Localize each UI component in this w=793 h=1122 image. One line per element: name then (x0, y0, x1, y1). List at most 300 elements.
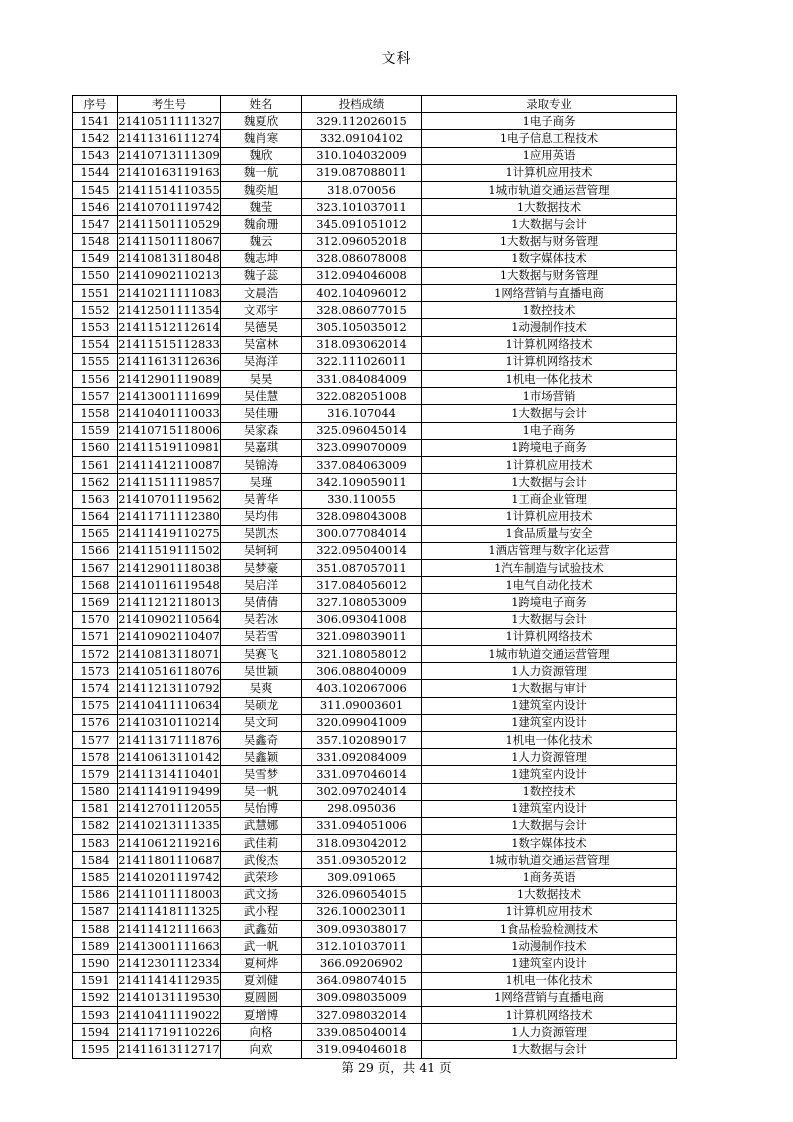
cell-seq: 1551 (73, 285, 118, 302)
cell-major: 1大数据技术 (422, 199, 677, 216)
cell-major: 1机电一体化技术 (422, 972, 677, 989)
cell-exam-id: 21411501118067 (118, 233, 221, 250)
cell-score: 321.098039011 (302, 628, 422, 645)
cell-score: 331.094051006 (302, 817, 422, 834)
cell-major: 1计算机网络技术 (422, 353, 677, 370)
cell-seq: 1566 (73, 542, 118, 559)
cell-major: 1计算机网络技术 (422, 1006, 677, 1023)
cell-major: 1城市轨道交通运营管理 (422, 646, 677, 663)
table-row (73, 285, 677, 302)
header-seq: 序号 (73, 96, 118, 113)
table-row (73, 594, 677, 611)
cell-major: 1电子商务 (422, 113, 677, 130)
cell-name: 吴倩倩 (221, 594, 302, 611)
cell-exam-id: 21411515112833 (118, 336, 221, 353)
cell-score: 327.098032014 (302, 1006, 422, 1023)
cell-name: 魏一航 (221, 164, 302, 181)
cell-major: 1动漫制作技术 (422, 319, 677, 336)
table-row (73, 903, 677, 920)
cell-major: 1建筑室内设计 (422, 766, 677, 783)
cell-seq: 1561 (73, 456, 118, 473)
cell-score: 328.086077015 (302, 302, 422, 319)
cell-seq: 1562 (73, 474, 118, 491)
cell-exam-id: 21410211111083 (118, 285, 221, 302)
cell-score: 318.093042012 (302, 835, 422, 852)
cell-seq: 1567 (73, 560, 118, 577)
table-row (73, 646, 677, 663)
cell-name: 夏柯烨 (221, 955, 302, 972)
cell-exam-id: 21411511119857 (118, 474, 221, 491)
table-row (73, 663, 677, 680)
table-row (73, 199, 677, 216)
cell-score: 366.09206902 (302, 955, 422, 972)
cell-seq: 1577 (73, 731, 118, 748)
cell-major: 1电子信息工程技术 (422, 130, 677, 147)
cell-major: 1计算机应用技术 (422, 164, 677, 181)
table-row (73, 181, 677, 198)
cell-score: 317.084056012 (302, 577, 422, 594)
table-row (73, 302, 677, 319)
cell-name: 武小程 (221, 903, 302, 920)
cell-exam-id: 21410201119742 (118, 869, 221, 886)
cell-score: 330.110055 (302, 491, 422, 508)
cell-major: 1网络营销与直播电商 (422, 989, 677, 1006)
cell-exam-id: 21411801110687 (118, 852, 221, 869)
cell-seq: 1595 (73, 1041, 118, 1058)
cell-exam-id: 21411412111663 (118, 921, 221, 938)
table-row (73, 353, 677, 370)
cell-exam-id: 21410713111309 (118, 147, 221, 164)
cell-major: 1城市轨道交通运营管理 (422, 181, 677, 198)
cell-major: 1动漫制作技术 (422, 938, 677, 955)
cell-score: 331.097046014 (302, 766, 422, 783)
cell-major: 1计算机应用技术 (422, 508, 677, 525)
cell-score: 322.095040014 (302, 542, 422, 559)
cell-major: 1人力资源管理 (422, 663, 677, 680)
cell-major: 1人力资源管理 (422, 749, 677, 766)
cell-name: 夏圆圆 (221, 989, 302, 1006)
cell-name: 魏志坤 (221, 250, 302, 267)
cell-major: 1数控技术 (422, 783, 677, 800)
cell-seq: 1545 (73, 181, 118, 198)
cell-name: 武鑫茹 (221, 921, 302, 938)
table-row (73, 1006, 677, 1023)
table-row (73, 388, 677, 405)
table-row (73, 731, 677, 748)
cell-major: 1计算机网络技术 (422, 336, 677, 353)
cell-name: 吴菁华 (221, 491, 302, 508)
cell-seq: 1541 (73, 113, 118, 130)
cell-seq: 1591 (73, 972, 118, 989)
cell-seq: 1584 (73, 852, 118, 869)
cell-name: 吴鑫奇 (221, 731, 302, 748)
cell-score: 300.077084014 (302, 525, 422, 542)
cell-exam-id: 21410701119562 (118, 491, 221, 508)
header-score: 投档成绩 (302, 96, 422, 113)
cell-seq: 1568 (73, 577, 118, 594)
cell-exam-id: 21411514110355 (118, 181, 221, 198)
cell-major: 1跨境电子商务 (422, 439, 677, 456)
table-row (73, 456, 677, 473)
table-row (73, 439, 677, 456)
cell-name: 武文扬 (221, 886, 302, 903)
table-row (73, 766, 677, 783)
cell-score: 331.084084009 (302, 371, 422, 388)
cell-name: 魏俞珊 (221, 216, 302, 233)
cell-major: 1应用英语 (422, 147, 677, 164)
cell-seq: 1552 (73, 302, 118, 319)
cell-major: 1食品质量与安全 (422, 525, 677, 542)
cell-exam-id: 21411501110529 (118, 216, 221, 233)
cell-seq: 1589 (73, 938, 118, 955)
cell-name: 魏莹 (221, 199, 302, 216)
page-title: 文科 (381, 51, 412, 67)
cell-major: 1食品检验检测技术 (422, 921, 677, 938)
table-row (73, 1024, 677, 1041)
cell-score: 311.09003601 (302, 697, 422, 714)
cell-score: 323.099070009 (302, 439, 422, 456)
table-row (73, 800, 677, 817)
cell-seq: 1592 (73, 989, 118, 1006)
cell-score: 326.100023011 (302, 903, 422, 920)
cell-name: 吴轲轲 (221, 542, 302, 559)
cell-seq: 1572 (73, 646, 118, 663)
table-row (73, 233, 677, 250)
table-row (73, 250, 677, 267)
cell-seq: 1582 (73, 817, 118, 834)
cell-seq: 1575 (73, 697, 118, 714)
cell-major: 1电气自动化技术 (422, 577, 677, 594)
table-row (73, 491, 677, 508)
cell-seq: 1560 (73, 439, 118, 456)
header-major: 录取专业 (422, 96, 677, 113)
cell-score: 305.105035012 (302, 319, 422, 336)
table-row (73, 697, 677, 714)
cell-exam-id: 21410401110033 (118, 405, 221, 422)
cell-major: 1建筑室内设计 (422, 955, 677, 972)
cell-exam-id: 21411419119499 (118, 783, 221, 800)
cell-exam-id: 21411512112614 (118, 319, 221, 336)
cell-exam-id: 21412901119089 (118, 371, 221, 388)
cell-exam-id: 21410902110564 (118, 611, 221, 628)
table-row (73, 852, 677, 869)
table-row (73, 886, 677, 903)
table-row (73, 371, 677, 388)
table-row (73, 972, 677, 989)
table-row (73, 680, 677, 697)
cell-exam-id: 21411519111502 (118, 542, 221, 559)
cell-major: 1网络营销与直播电商 (422, 285, 677, 302)
cell-name: 吴硕龙 (221, 697, 302, 714)
cell-major: 1大数据与会计 (422, 216, 677, 233)
cell-exam-id: 21411719110226 (118, 1024, 221, 1041)
cell-score: 320.099041009 (302, 714, 422, 731)
cell-seq: 1579 (73, 766, 118, 783)
cell-score: 306.093041008 (302, 611, 422, 628)
cell-major: 1酒店管理与数字化运营 (422, 542, 677, 559)
cell-major: 1建筑室内设计 (422, 697, 677, 714)
cell-name: 吴一帆 (221, 783, 302, 800)
cell-name: 魏云 (221, 233, 302, 250)
cell-score: 309.091065 (302, 869, 422, 886)
cell-seq: 1576 (73, 714, 118, 731)
table-row (73, 422, 677, 439)
cell-major: 1大数据与会计 (422, 474, 677, 491)
cell-name: 吴德昊 (221, 319, 302, 336)
table-row (73, 628, 677, 645)
cell-score: 403.102067006 (302, 680, 422, 697)
cell-exam-id: 21411613112636 (118, 353, 221, 370)
cell-major: 1大数据与会计 (422, 1041, 677, 1058)
table-row (73, 611, 677, 628)
table-row (73, 542, 677, 559)
cell-exam-id: 21411314110401 (118, 766, 221, 783)
cell-seq: 1559 (73, 422, 118, 439)
cell-name: 吴嘉琪 (221, 439, 302, 456)
cell-major: 1城市轨道交通运营管理 (422, 852, 677, 869)
cell-seq: 1555 (73, 353, 118, 370)
cell-name: 武俊杰 (221, 852, 302, 869)
cell-exam-id: 21410902110213 (118, 267, 221, 284)
cell-name: 吴昊 (221, 371, 302, 388)
cell-name: 文晨浩 (221, 285, 302, 302)
cell-score: 331.092084009 (302, 749, 422, 766)
page-footer: 第 29 页，共 41 页 (341, 1060, 452, 1075)
cell-seq: 1569 (73, 594, 118, 611)
cell-major: 1大数据与财务管理 (422, 267, 677, 284)
cell-score: 323.101037011 (302, 199, 422, 216)
cell-score: 306.088040009 (302, 663, 422, 680)
cell-name: 吴雪梦 (221, 766, 302, 783)
cell-seq: 1543 (73, 147, 118, 164)
cell-exam-id: 21410902110407 (118, 628, 221, 645)
table-row (73, 164, 677, 181)
cell-name: 文邓宇 (221, 302, 302, 319)
cell-score: 357.102089017 (302, 731, 422, 748)
cell-name: 魏肖寒 (221, 130, 302, 147)
cell-exam-id: 21411419110275 (118, 525, 221, 542)
cell-exam-id: 21410131119530 (118, 989, 221, 1006)
cell-seq: 1550 (73, 267, 118, 284)
cell-name: 吴海洋 (221, 353, 302, 370)
cell-seq: 1571 (73, 628, 118, 645)
table-header-row (73, 96, 677, 113)
cell-score: 402.104096012 (302, 285, 422, 302)
cell-exam-id: 21411213110792 (118, 680, 221, 697)
cell-exam-id: 21410813118048 (118, 250, 221, 267)
cell-seq: 1574 (73, 680, 118, 697)
cell-major: 1大数据技术 (422, 886, 677, 903)
cell-major: 1机电一体化技术 (422, 371, 677, 388)
cell-seq: 1588 (73, 921, 118, 938)
cell-major: 1汽车制造与试验技术 (422, 560, 677, 577)
cell-major: 1人力资源管理 (422, 1024, 677, 1041)
table-row (73, 783, 677, 800)
cell-seq: 1563 (73, 491, 118, 508)
cell-name: 吴佳慧 (221, 388, 302, 405)
cell-name: 向欢 (221, 1041, 302, 1058)
cell-name: 武佳莉 (221, 835, 302, 852)
table-row (73, 474, 677, 491)
table-row (73, 267, 677, 284)
cell-score: 321.108058012 (302, 646, 422, 663)
cell-major: 1大数据与会计 (422, 405, 677, 422)
cell-major: 1大数据与审计 (422, 680, 677, 697)
cell-score: 351.087057011 (302, 560, 422, 577)
cell-seq: 1553 (73, 319, 118, 336)
cell-exam-id: 21413001111699 (118, 388, 221, 405)
table-row (73, 955, 677, 972)
cell-major: 1计算机应用技术 (422, 903, 677, 920)
cell-exam-id: 21411613112717 (118, 1041, 221, 1058)
cell-exam-id: 21411317111876 (118, 731, 221, 748)
cell-name: 吴爽 (221, 680, 302, 697)
cell-exam-id: 21410163119163 (118, 164, 221, 181)
cell-exam-id: 21410516118076 (118, 663, 221, 680)
cell-exam-id: 21411412110087 (118, 456, 221, 473)
cell-exam-id: 21411316111274 (118, 130, 221, 147)
table-row (73, 216, 677, 233)
cell-score: 322.082051008 (302, 388, 422, 405)
table-row (73, 560, 677, 577)
cell-name: 吴赛飞 (221, 646, 302, 663)
cell-seq: 1557 (73, 388, 118, 405)
table-row (73, 869, 677, 886)
table-row (73, 113, 677, 130)
table-row (73, 817, 677, 834)
cell-score: 312.096052018 (302, 233, 422, 250)
cell-major: 1跨境电子商务 (422, 594, 677, 611)
cell-name: 吴佳珊 (221, 405, 302, 422)
cell-seq: 1586 (73, 886, 118, 903)
cell-exam-id: 21412901118038 (118, 560, 221, 577)
cell-major: 1大数据与会计 (422, 817, 677, 834)
cell-score: 309.098035009 (302, 989, 422, 1006)
cell-name: 吴鑫颖 (221, 749, 302, 766)
cell-exam-id: 21410612119216 (118, 835, 221, 852)
cell-major: 1数字媒体技术 (422, 835, 677, 852)
cell-exam-id: 21410701119742 (118, 199, 221, 216)
cell-seq: 1546 (73, 199, 118, 216)
cell-major: 1建筑室内设计 (422, 714, 677, 731)
cell-major: 1市场营销 (422, 388, 677, 405)
cell-major: 1机电一体化技术 (422, 731, 677, 748)
cell-exam-id: 21410213111335 (118, 817, 221, 834)
cell-seq: 1578 (73, 749, 118, 766)
table-row (73, 147, 677, 164)
table-row (73, 577, 677, 594)
cell-name: 武荣珍 (221, 869, 302, 886)
cell-score: 312.094046008 (302, 267, 422, 284)
cell-seq: 1547 (73, 216, 118, 233)
cell-name: 夏刘健 (221, 972, 302, 989)
cell-exam-id: 21413001111663 (118, 938, 221, 955)
cell-exam-id: 21410116119548 (118, 577, 221, 594)
cell-exam-id: 21410511111327 (118, 113, 221, 130)
cell-name: 吴若雪 (221, 628, 302, 645)
cell-exam-id: 21410310110214 (118, 714, 221, 731)
cell-major: 1商务英语 (422, 869, 677, 886)
cell-score: 316.107044 (302, 405, 422, 422)
cell-name: 吴梦豪 (221, 560, 302, 577)
cell-score: 319.094046018 (302, 1041, 422, 1058)
cell-name: 向格 (221, 1024, 302, 1041)
cell-name: 吴锦涛 (221, 456, 302, 473)
cell-score: 327.108053009 (302, 594, 422, 611)
table-body (73, 113, 677, 1058)
cell-exam-id: 21412301112334 (118, 955, 221, 972)
table-row (73, 921, 677, 938)
cell-seq: 1548 (73, 233, 118, 250)
cell-seq: 1587 (73, 903, 118, 920)
table-row (73, 525, 677, 542)
cell-score: 318.093062014 (302, 336, 422, 353)
cell-score: 318.070056 (302, 181, 422, 198)
cell-score: 328.098043008 (302, 508, 422, 525)
cell-score: 302.097024014 (302, 783, 422, 800)
cell-seq: 1590 (73, 955, 118, 972)
cell-major: 1大数据与会计 (422, 611, 677, 628)
cell-name: 吴家森 (221, 422, 302, 439)
table-row (73, 749, 677, 766)
cell-seq: 1558 (73, 405, 118, 422)
cell-major: 1数字媒体技术 (422, 250, 677, 267)
table-row (73, 405, 677, 422)
cell-score: 351.093052012 (302, 852, 422, 869)
cell-exam-id: 21410411119022 (118, 1006, 221, 1023)
cell-name: 吴凯杰 (221, 525, 302, 542)
cell-score: 329.112026015 (302, 113, 422, 130)
cell-major: 1大数据与财务管理 (422, 233, 677, 250)
header-name: 姓名 (221, 96, 302, 113)
header-exam-id: 考生号 (118, 96, 221, 113)
cell-seq: 1573 (73, 663, 118, 680)
cell-seq: 1564 (73, 508, 118, 525)
cell-exam-id: 21411519110981 (118, 439, 221, 456)
cell-major: 1建筑室内设计 (422, 800, 677, 817)
cell-score: 342.109059011 (302, 474, 422, 491)
cell-name: 魏夏欣 (221, 113, 302, 130)
cell-score: 319.087088011 (302, 164, 422, 181)
table-row (73, 508, 677, 525)
cell-exam-id: 21411011118003 (118, 886, 221, 903)
table-row (73, 319, 677, 336)
table-row (73, 938, 677, 955)
cell-name: 吴文珂 (221, 714, 302, 731)
cell-score: 309.093038017 (302, 921, 422, 938)
cell-score: 310.104032009 (302, 147, 422, 164)
cell-exam-id: 21412701112055 (118, 800, 221, 817)
cell-major: 1数控技术 (422, 302, 677, 319)
cell-name: 魏子蕊 (221, 267, 302, 284)
cell-exam-id: 21410411110634 (118, 697, 221, 714)
cell-name: 吴瑾 (221, 474, 302, 491)
cell-seq: 1594 (73, 1024, 118, 1041)
table-row (73, 989, 677, 1006)
cell-seq: 1593 (73, 1006, 118, 1023)
cell-score: 325.096045014 (302, 422, 422, 439)
cell-score: 322.111026011 (302, 353, 422, 370)
cell-seq: 1542 (73, 130, 118, 147)
cell-name: 吴若冰 (221, 611, 302, 628)
cell-exam-id: 21412501111354 (118, 302, 221, 319)
cell-seq: 1583 (73, 835, 118, 852)
cell-exam-id: 21410813118071 (118, 646, 221, 663)
cell-score: 337.084063009 (302, 456, 422, 473)
cell-seq: 1556 (73, 371, 118, 388)
cell-exam-id: 21411418111325 (118, 903, 221, 920)
cell-seq: 1581 (73, 800, 118, 817)
